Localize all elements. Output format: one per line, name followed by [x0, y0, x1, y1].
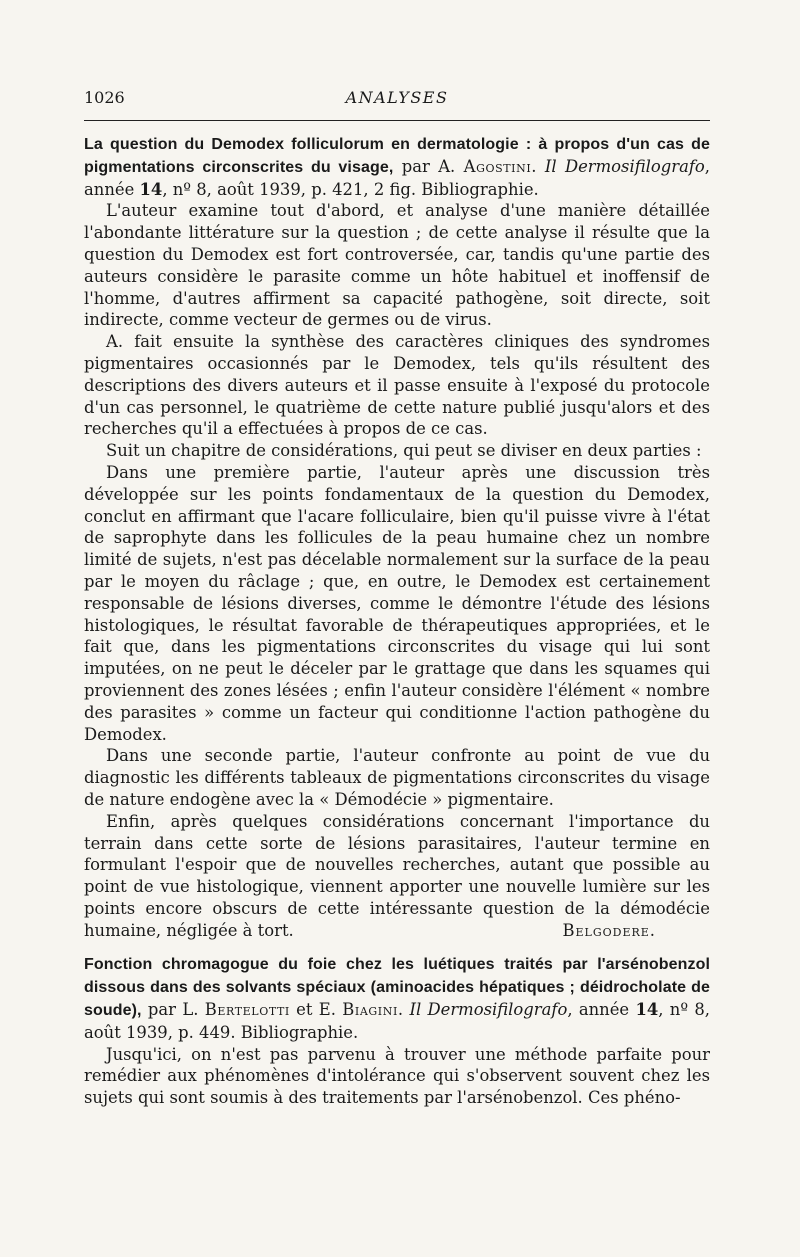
- reviewer-signature: Belgodere.: [562, 920, 656, 940]
- running-header: [84, 88, 710, 114]
- year-number: 14: [139, 179, 163, 199]
- journal: Il Dermosifilografo: [409, 1000, 568, 1020]
- by-label: par A.: [401, 156, 456, 176]
- reference: , nº 8, août 1939, p. 449. Bibliographie.: [84, 1000, 711, 1042]
- paragraph: L'auteur examine tout d'abord, et analyse d'une manière détaillée l'abondante littérature sur la question ; de cette analyse il résulte que la question du Demodex est fort controversée, car, tandis qu'une partie des auteurs considère le parasite comme un hôte habituel et inoffensif de l'homme, d'autres affirment sa capacité pathogène, soit directe, soit indirecte, comme vecteur de germes ou de virus.: [84, 201, 710, 330]
- paragraph: A. fait ensuite la synthèse des caractères cliniques des syndromes pigmentaires occasionnés par le Demodex, tels qu'ils résultent des descriptions des divers auteurs et il passe ensuite à l'exposé du protocole d'un cas personnel, le quatrième de cette nature publié jusqu'alors et des recherches qu'il a effectuées à propos de ce cas.: [84, 332, 710, 439]
- article-title: Fonction chromagogue du foie chez les luétiques traités par l'arsénobenzol dissous dans des solvants spéciaux (aminoacides hépatiques ; déidrocholate de soude),: [84, 956, 710, 1020]
- paragraph: Jusqu'ici, on n'est pas parvenu à trouver une méthode parfaite pour remédier aux phénomènes d'intolérance qui s'observent souvent chez les sujets qui sont soumis à des traitements par l'arsénobenzol. Ces phéno-: [84, 1044, 710, 1108]
- page-number: 1026: [84, 88, 125, 107]
- paragraph: Enfin, après quelques considérations concernant l'importance du terrain dans cette sorte de lésions parasitaires, l'auteur termine en formulant l'espoir que de nouvelles recherches, autant que possible au point de vue histologique, viennent apporter une nouvelle lumière sur les points encore obscurs de cette intéressante question de la démodécie humaine, négligée à tort. Belgodere.: [84, 811, 710, 940]
- article-demodex: [84, 133, 710, 941]
- paragraph: Suit un chapitre de considérations, qui peut se diviser en deux parties :: [106, 441, 702, 461]
- article-heading: Fonction chromagogue du foie chez les luétiques traités par l'arsénobenzol dissous dans des solvants spéciaux (aminoacides hépatiques ; déidrocholate de soude), par L. Bertelotti et E. Biagini. Il Dermosifilografo, année 14, nº 8, août 1939, p. 449. Bibliographie.: [84, 956, 711, 1042]
- year-number: 14: [635, 1000, 659, 1020]
- author: Bertelotti: [204, 1000, 290, 1020]
- paragraph: Dans une seconde partie, l'auteur confronte au point de vue du diagnostic les différents tableaux de pigmentations circonscrites du visage de nature endogène avec la « Démodécie » pigmentaire.: [84, 746, 710, 809]
- article-heading: La question du Demodex folliculorum en dermatologie : à propos d'un cas de pigmentations circonscrites du visage, par A. Agostini. Il Dermosifilografo, année 14, nº 8, août 1939, p. 421, 2 fig. Bibliographie.: [84, 136, 710, 199]
- by-label: par L.: [147, 1000, 199, 1020]
- reference: , nº 8, août 1939, p. 421, 2 fig. Bibliographie.: [162, 179, 539, 199]
- author: Biagini: [342, 1000, 398, 1020]
- article-title: La question du Demodex folliculorum en dermatologie : à propos d'un cas de pigmentations circonscrites du visage,: [84, 136, 710, 176]
- paragraph: Dans une première partie, l'auteur après une discussion très développée sur les points fondamentaux de la question du Demodex, conclut en affirmant que l'acare folliculaire, bien qu'il puisse vivre à l'état de saprophyte dans les follicules de la peau humaine chez un nombre limité de sujets, n'est pas décelable normalement sur la surface de la peau par le moyen du râclage ; que, en outre, le Demodex est certainement responsable de lésions diverses, comme le démontre l'étude des lésions histologiques, le résultat favorable de thérapeutiques appropriées, et le fait que, dans les pigmentations circonscrites du visage qui lui sont imputées, on ne peut le déceler par le grattage que dans les squames qui proviennent des zones lésées ; enfin l'auteur considère l'élément « nombre des parasites » comme un facteur qui conditionne l'action pathogène du Demodex.: [84, 462, 710, 744]
- article-fonction-chromagogue: [84, 953, 710, 1109]
- running-title: ANALYSES: [345, 88, 449, 107]
- journal: Il Dermosifilografo: [544, 156, 705, 176]
- page: [84, 88, 710, 1121]
- header-rule: [84, 120, 710, 121]
- author: Agostini: [463, 156, 532, 176]
